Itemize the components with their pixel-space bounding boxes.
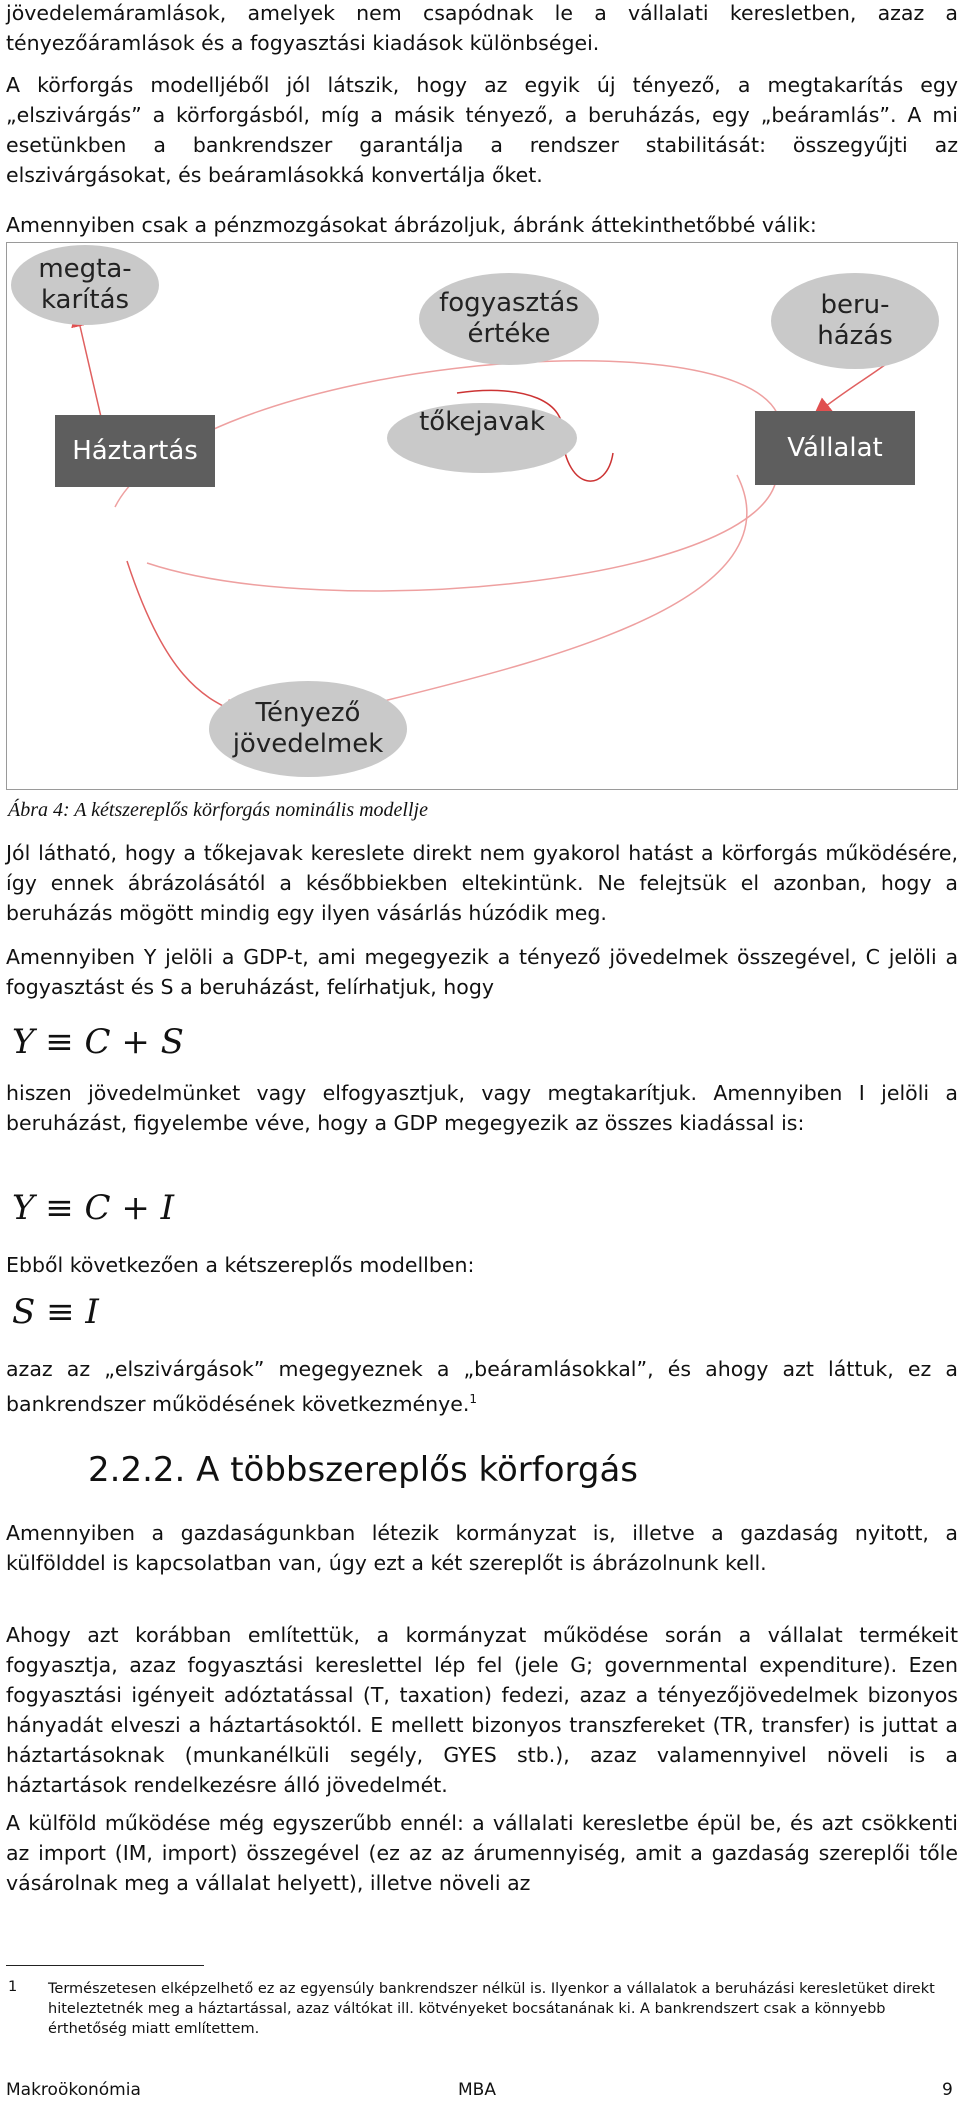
footer-left: Makroökonómia — [6, 2080, 141, 2100]
node-tenyezo-jovedelmek: Tényező jövedelmek — [209, 681, 407, 777]
paragraph: Amennyiben a gazdaságunkban létezik kormányzat is, illetve a gazdaság nyitott, a külfölddel is kapcsolatban van, úgy ezt a két szereplőt is ábrázolnunk kell. — [6, 1521, 958, 1575]
paragraph: Ahogy azt korábban említettük, a kormányzat működése során a vállalat termékeit fogyasztja, azaz fogyasztási kereslettel lép fel (jele G; governmental expenditure). Ezen fogyasztási igényeit adóztatással (T, taxation) fedezi, azaz a tényezőjövedelmek bizonyos hányadát elveszi a háztartásoktól. E mellett bizonyos transzfereket (TR, transfer) is juttat a háztartásoknak (munkanélküli segély, GYES stb.), azaz valamennyivel növeli is a háztartások rendelkezésre álló jövedelmét. — [6, 1623, 958, 1797]
figure-caption: Ábra 4: A kétszereplős körforgás nominális modellje — [8, 799, 428, 821]
paragraph: azaz az „elszivárgások” megegyeznek a „beáramlásokkal”, és ahogy azt láttuk, ez a bankrendszer működésének következménye.$^1$ — [6, 1357, 958, 1416]
paragraph: hiszen jövedelmünket vagy elfogyasztjuk, vagy megtakarítjuk. Amennyiben I jelöli a beruházást, figyelembe véve, hogy a GDP megegyezik az összes kiadással is: — [6, 1081, 958, 1135]
node-vallalat: Vállalat — [755, 411, 915, 485]
paragraph: A külföld működése még egyszerűbb ennél: a vállalati keresletbe épül be, és azt csökkenti az import (IM, import) összegével (ez az az árumennyiség, amit a gazdaság szereplői tőle vásárolnak meg a vállalat helyett), illetve növeli az — [6, 1811, 958, 1895]
paragraph: A körforgás modelljéből jól látszik, hogy az egyik új tényező, a megtakarítás egy „elszivárgás” a körforgásból, míg a másik tényező, a beruházás, egy „beáramlás”. A mi esetünkben a bankrendszer garantálja a rendszer stabilitását: összegyűjti az elszivárgásokat, és beáramlásokká konvertálja őket. — [6, 73, 958, 187]
node-beruhazas: beru- házás — [771, 273, 939, 369]
section-heading: 2.2.2. A többszereplős körforgás — [88, 1450, 639, 1490]
paragraph: Amennyiben Y jelöli a GDP-t, ami megegyezik a tényező jövedelmek összegével, C jelöli a fogyasztást és S a beruházást, felírhatjuk, hogy — [6, 945, 958, 999]
node-fogyasztas: fogyasztás értéke — [419, 273, 599, 365]
formula: Y ≡ C + I — [12, 1188, 175, 1228]
footnote-divider — [6, 1965, 204, 1966]
node-megtakaritas: megta- karítás — [11, 245, 159, 325]
paragraph: Jól látható, hogy a tőkejavak kereslete direkt nem gyakorol hatást a körforgás működésére, így ennek ábrázolásától a későbbiekben eltekintünk. Ne felejtsük el azonban, hogy a beruházás mögött mindig egy ilyen vásárlás húzódik meg. — [6, 841, 958, 925]
node-haztartas: Háztartás — [55, 415, 215, 487]
formula: S ≡ I — [12, 1292, 99, 1332]
footnote-number: 1 — [8, 1979, 18, 1995]
formula: Y ≡ C + S — [12, 1022, 184, 1062]
node-tokejavak: tőkejavak — [387, 403, 577, 473]
footer-center: MBA — [458, 2080, 496, 2100]
paragraph: Ebből következően a kétszereplős modellben: — [6, 1253, 475, 1277]
paragraph: jövedelemáramlások, amelyek nem csapódnak le a vállalati keresletben, azaz a tényezőáramlások és a fogyasztási kiadások különbségei. — [6, 1, 958, 55]
circular-flow-figure — [6, 242, 958, 790]
footnote-text: Természetesen elképzelhető ez az egyensúly bankrendszer nélkül is. Ilyenkor a vállalatok a beruházási keresletüket direkt hiteleztetnék meg a háztartással, azaz váltókat ill. kötvényeket bocsátanának ki. A bankrendszert csak a könnyebb érthetőség miatt említettem. — [48, 1981, 935, 2037]
footnote-ref[interactable]: 1 — [469, 1392, 478, 1406]
paragraph: Amennyiben csak a pénzmozgásokat ábrázoljuk, ábránk áttekinthetőbbé válik: — [6, 213, 817, 237]
arrow-to-tenyezo — [127, 561, 237, 713]
page-number: 9 — [942, 2080, 953, 2100]
